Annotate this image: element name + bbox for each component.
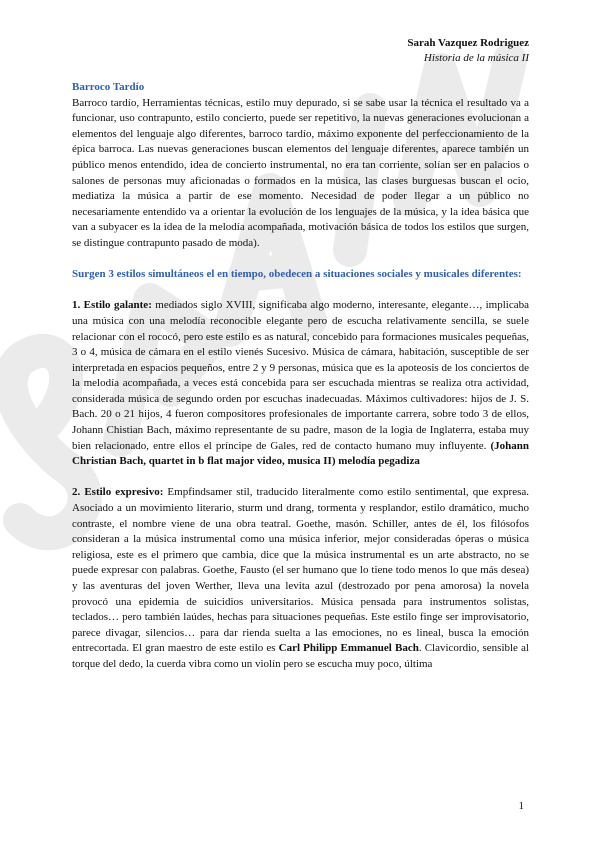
page-number: 1 (518, 800, 524, 812)
course-title: Historia de la música II (423, 52, 529, 64)
document-body (72, 80, 529, 673)
galante-body: mediados siglo XVIII, significaba algo moderno, interesante, elegante…, implicaba una música con una melodía reconocible elegante pero de escucha relativamente sencilla, se suele relacionar con el rococó, pero este estilo es as natural, concebido para formaciones musicales pequeñas, 3 o 4, música de cámara en el estilo vienés Sucesivo. Música de cámara, habitación, susceptible de ser interpretada en espacios pequeños, entre 2 y 9 personas, música que es la apoteosis de los conciertos de la melodía acompañada, a veces está concebida para ser escuchada mientras se realiza otra actividad, considerada música de segundo orden por escuchas inadecuadas. Máximos cultivadores: hijos de J. S. Bach. 20 o 21 hijos, 4 fueron compositores profesionales de importante carrera, sobre todo 3 de ellos, Johann Chistian Bach, máximo representante de su padre, mason de la logia de Inglaterra, estaba muy bien relacionado, entre ellos el príncipe de Gales, red de contacto humano muy influyente. (72, 299, 529, 452)
section-heading-barroco: Barroco Tardío (72, 81, 145, 93)
paragraph-galante (72, 298, 529, 470)
galante-note: (Johann Christian Bach, quartet in b flat major video, musica II) melodía pegadiza (72, 439, 529, 468)
paragraph-barroco: Barroco tardío, Herramientas técnicas, estilo muy depurado, si se sabe usar la técnica el resultado va a funcionar, uso contrapunto, estilo concierto, puede ser repetitivo, la nuevas generaciones evolucionan a elementos del lenguaje algo diferentes, barroco tardío, máximo exponente del perfeccionamiento de la épica barroca. Las nuevas generaciones buscan elementos del lenguaje diferentes, aparece también un público menos entendido, idea de concierto instrumental, no era tan corriente, solían ser en palacios o salones de personas muy aficionadas o formados en la música, las clases burguesas buscan el ocio, mediatiza la música a partir de ese momento. Necesidad de poder llegar a un público no necesariamente entendido va a orientar la evolución de los lenguajes de la música, y la idea básica que van a subyacer es la idea de la melodía acompañada, motivación básica de todos los estilos que surgen, se distingue contrapunto pasado de moda). (72, 96, 529, 249)
galante-label: 1. Estilo galante: (72, 299, 152, 312)
page-header (407, 36, 529, 66)
expresivo-label: 2. Estilo expresivo: (72, 486, 164, 499)
author-name: Sarah Vazquez Rodriguez (407, 37, 529, 49)
paragraph-expresivo (72, 485, 529, 672)
expresivo-tail: . Clavicordio, sensible al torque del dedo, la cuerda vibra como un violín pero se escucha muy poco, última (72, 642, 529, 670)
section-heading-surgen: Surgen 3 estilos simultáneos el en tiempo, obedecen a situaciones sociales y musicales diferentes: (72, 268, 522, 281)
expresivo-name: Carl Philipp Emmanuel Bach (278, 642, 419, 655)
expresivo-body: Empfindsamer stil, traducido literalmente como estilo sentimental, que expresa. Asociado a un movimiento literario, sturm und drang, tormenta y resplandor, estilo dramático, mucho contraste, el nombre viene de una obra teatral. Goethe, masón. Schiller, antes de él, los filósofos consideran a la música instrumental como una música inferior, mejor consideradas óperas o música religiosa, este es el primero que cambia, dice que la música instrumental es un arte abstracto, no se puede expresar con palabras. Goethe, Fausto (el ser humano que lo tiene todo menos lo que más desea) y las aventuras del joven Werther, lleva una levita azul (destrozado por pena amorosa) la novela provocó una epidemia de suicidios universitarios. Música pensada para instrumentos solistas, teclados… pero también laúdes, hechas para situaciones pequeñas. Este estilo finge ser improvisatorio, parece divagar, silencios… para dar rienda suelta a las emociones, no es lineal, busca la emoción entrecortada. El gran maestro de este estilo es (72, 486, 529, 655)
